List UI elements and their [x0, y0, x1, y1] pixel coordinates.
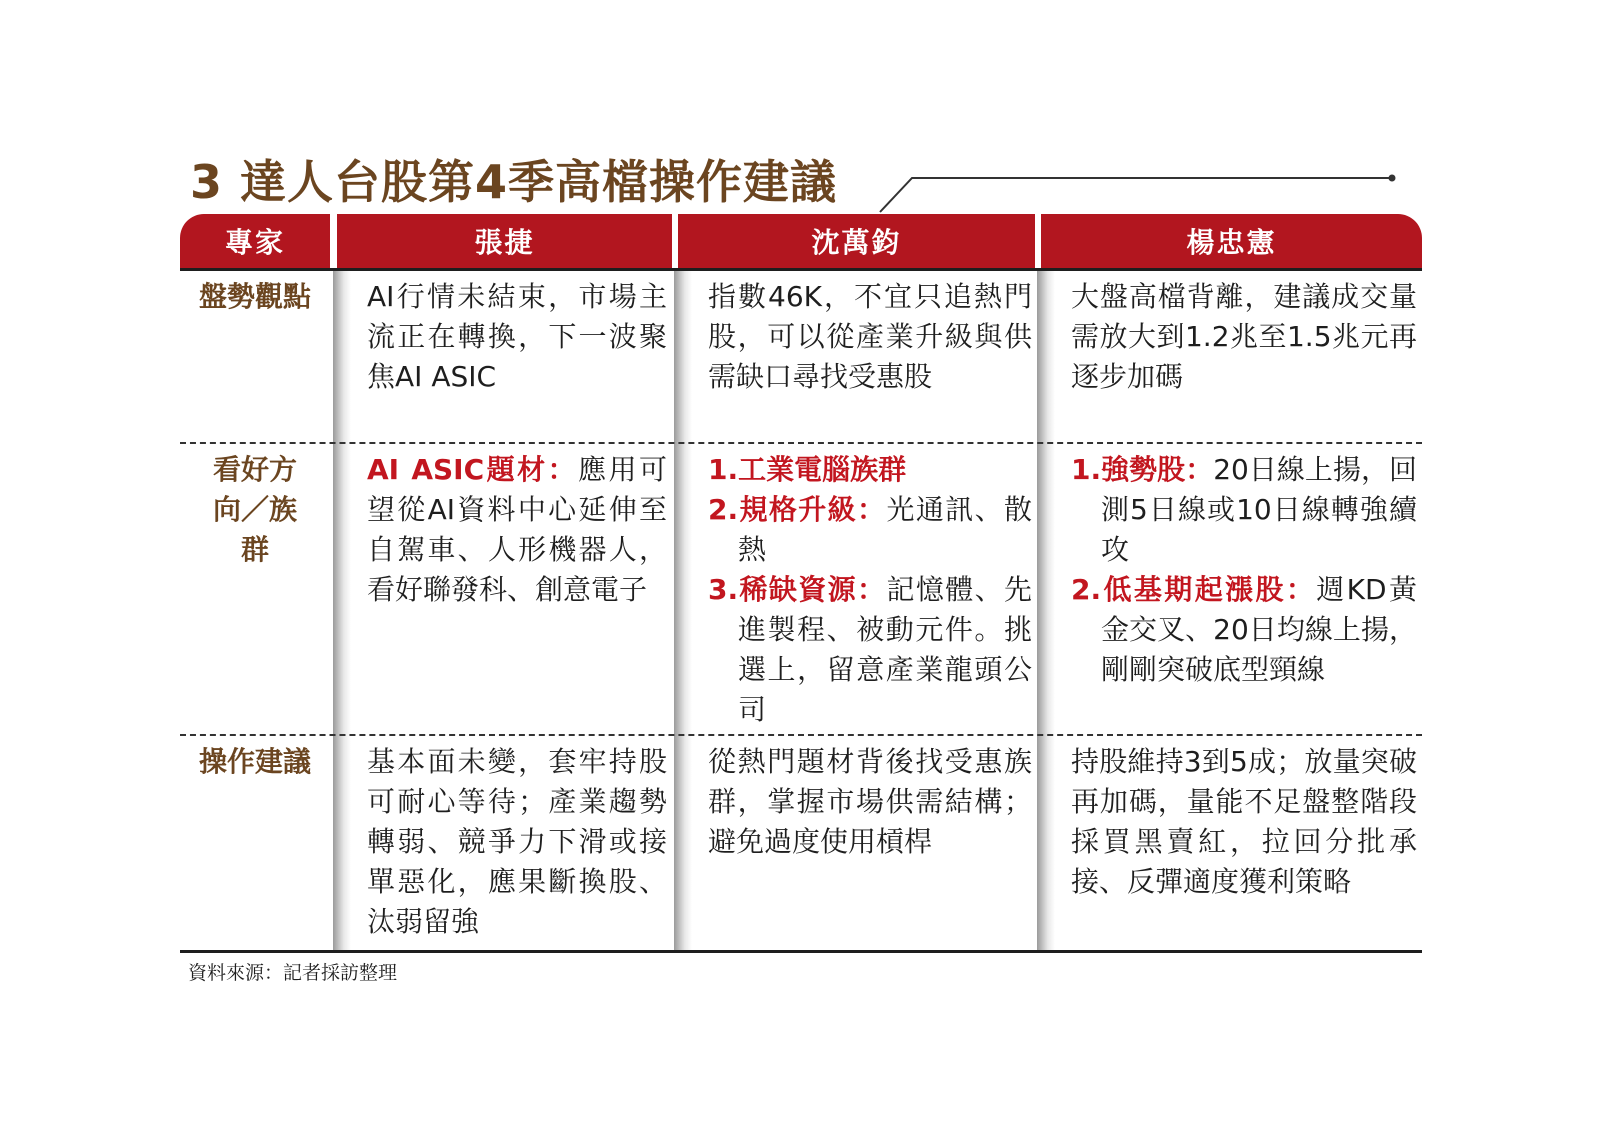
sectors-shen	[708, 450, 1032, 730]
item-head: 2.低基期起漲股：	[1071, 573, 1317, 606]
item-text: 記憶體、先進製程、被動元件。挑選上，留意產業龍頭公司	[738, 573, 1032, 726]
item-text: 週KD黃金交叉、20日均線上揚，剛剛突破底型頸線	[1101, 573, 1417, 686]
header-yang-zhong-xian: 楊忠憲	[1041, 214, 1422, 268]
item-head: 1.強勢股：	[1071, 453, 1214, 486]
sectors-zhang	[367, 450, 667, 610]
strategy-zhang: 基本面未變，套牢持股可耐心等待；產業趨勢轉弱、競爭力下滑或接單惡化，應果斷換股、汰弱留強	[367, 745, 667, 938]
title-rule-line	[0, 0, 1600, 230]
strategy-yang: 持股維持3到5成；放量突破再加碼，量能不足盤整階段採買黑賣紅，拉回分批承接、反彈適度獲利策略	[1071, 745, 1417, 898]
header-zhang-jie: 張捷	[337, 214, 672, 268]
item-head: 1.工業電腦族群	[708, 453, 907, 486]
column-shadow	[333, 271, 351, 950]
list-item	[708, 450, 1032, 490]
row-label-strategy: 操作建議	[198, 745, 311, 778]
sectors-zhang-text: 應用可望從AI資料中心延伸至自駕車、人形機器人，看好聯發科、創意電子	[367, 453, 667, 606]
market-view-shen: 指數46K，不宜只追熱門股，可以從產業升級與供需缺口尋找受惠股	[708, 280, 1032, 393]
list-item	[1071, 570, 1417, 690]
row-separator	[180, 442, 1422, 444]
item-text: 光通訊、散熱	[738, 493, 1032, 566]
list-item	[1071, 450, 1417, 570]
column-shadow	[674, 271, 692, 950]
item-head: 3.稀缺資源：	[708, 573, 887, 606]
list-item	[708, 490, 1032, 570]
item-head: 2.規格升級：	[708, 493, 887, 526]
page-title: 3 達人台股第4季高檔操作建議	[190, 155, 838, 209]
item-text: 20日線上揚，回測5日線或10日線轉強續攻	[1101, 453, 1417, 566]
row-label-market-view: 盤勢觀點	[198, 280, 311, 313]
market-view-zhang: AI行情未結束，市場主流正在轉換，下一波聚焦AI ASIC	[367, 280, 667, 393]
list-item	[708, 570, 1032, 730]
column-shadow	[1037, 271, 1055, 950]
row-separator	[180, 734, 1422, 736]
header-shen-wan-jun: 沈萬鈞	[678, 214, 1035, 268]
header-expert: 專家	[180, 214, 330, 268]
strategy-shen: 從熱門題材背後找受惠族群，掌握市場供需結構；避免過度使用槓桿	[708, 745, 1032, 858]
sectors-yang	[1071, 450, 1417, 690]
market-view-yang: 大盤高檔背離，建議成交量需放大到1.2兆至1.5兆元再逐步加碼	[1071, 280, 1417, 393]
source-note: 資料來源：記者採訪整理	[188, 962, 398, 984]
header-underline	[180, 268, 1422, 271]
row-label-sectors: 看好方向／族群	[212, 453, 297, 566]
table-bottom-line	[180, 950, 1422, 953]
sectors-zhang-head: AI ASIC題材：	[367, 453, 579, 486]
